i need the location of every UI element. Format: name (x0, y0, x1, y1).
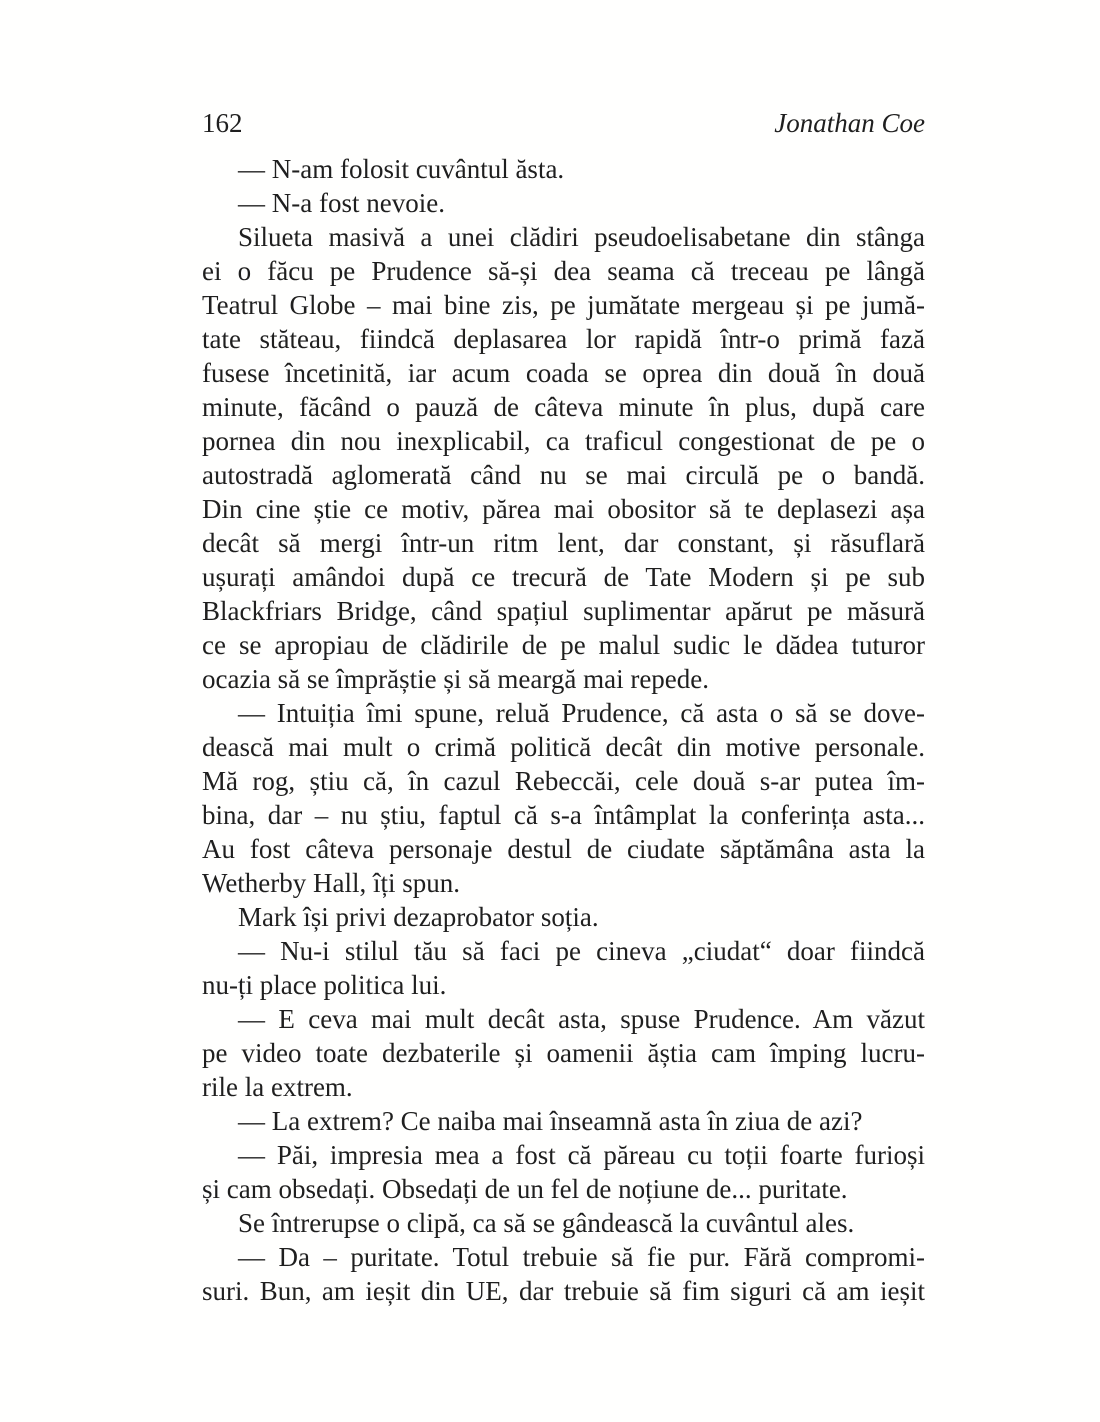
text-line (202, 220, 925, 254)
text-line (202, 356, 925, 390)
text-line (202, 866, 925, 900)
text-line-content: suri. Bun, am ieșit din UE, dar trebuie să fim siguri că am ieșit (202, 1276, 925, 1306)
text-line-content: — Nu-i stilul tău să faci pe cineva „ciudat“ doar fiindcă (238, 936, 925, 966)
text-line-content: Wetherby Hall, îți spun. (202, 868, 461, 898)
text-line-content: tate stăteau, fiindcă deplasarea lor rapidă într-o primă fază (202, 324, 925, 354)
text-line-content: autostradă aglomerată când nu se mai circulă pe o bandă. (202, 460, 925, 490)
text-line (202, 390, 925, 424)
text-line-content: ușurați amândoi după ce trecură de Tate Modern și pe sub (202, 562, 925, 592)
text-line-content: fusese încetinită, iar acum coada se oprea din două în două (202, 358, 925, 388)
text-line-content: și cam obsedați. Obsedați de un fel de noțiune de... puritate. (202, 1174, 848, 1204)
text-line (202, 1104, 925, 1138)
text-line-content: Silueta masivă a unei clădiri pseudoelisabetane din stânga (238, 222, 925, 252)
text-line-content: dească mai mult o crimă politică decât din motive personale. (202, 732, 925, 762)
text-line (202, 424, 925, 458)
text-line (202, 288, 925, 322)
text-line (202, 730, 925, 764)
running-header (202, 106, 925, 140)
text-line-content: — Păi, impresia mea a fost că păreau cu toții foarte furioși (238, 1140, 925, 1170)
text-line-content: rile la extrem. (202, 1072, 353, 1102)
text-line-content: Teatrul Globe – mai bine zis, pe jumătate mergeau și pe jumă- (202, 290, 925, 320)
text-line (202, 1240, 925, 1274)
text-line (202, 594, 925, 628)
running-header-author: Jonathan Coe (774, 108, 925, 138)
text-line-content: Mă rog, știu că, în cazul Rebeccăi, cele două s-ar putea îm- (202, 766, 925, 796)
text-line (202, 900, 925, 934)
text-line (202, 798, 925, 832)
text-line-content: nu-ți place politica lui. (202, 970, 447, 1000)
text-line (202, 1274, 925, 1308)
text-line (202, 968, 925, 1002)
text-line-content: Blackfriars Bridge, când spațiul suplimentar apărut pe măsură (202, 596, 925, 626)
text-line (202, 152, 925, 186)
text-line-content: Se întrerupse o clipă, ca să se gândească la cuvântul ales. (238, 1208, 855, 1238)
text-line-content: ocazia să se împrăștie și să meargă mai repede. (202, 664, 710, 694)
text-line (202, 526, 925, 560)
text-line (202, 832, 925, 866)
text-line (202, 1070, 925, 1104)
text-line (202, 1002, 925, 1036)
text-line-content: ei o făcu pe Prudence să-și dea seama că treceau pe lângă (202, 256, 925, 286)
text-line (202, 628, 925, 662)
text-line (202, 662, 925, 696)
text-line (202, 458, 925, 492)
text-line (202, 1172, 925, 1206)
text-line (202, 696, 925, 730)
text-line (202, 186, 925, 220)
text-line-content: — La extrem? Ce naiba mai înseamnă asta în ziua de azi? (238, 1106, 863, 1136)
text-line (202, 1138, 925, 1172)
text-line (202, 1206, 925, 1240)
text-line-content: bina, dar – nu știu, faptul că s-a întâmplat la conferința asta... (202, 800, 925, 830)
text-line-content: — E ceva mai mult decât asta, spuse Prudence. Am văzut (238, 1004, 925, 1034)
text-line-content: minute, făcând o pauză de câteva minute în plus, după care (202, 392, 925, 422)
text-line-content: pe video toate dezbaterile și oamenii ăștia cam împing lucru- (202, 1038, 925, 1068)
text-line-content: — Intuiția îmi spune, reluă Prudence, că asta o să se dove- (238, 698, 925, 728)
text-line (202, 322, 925, 356)
text-line (202, 934, 925, 968)
page-number: 162 (202, 108, 243, 138)
text-line (202, 764, 925, 798)
text-line-content: pornea din nou inexplicabil, ca traficul congestionat de pe o (202, 426, 925, 456)
text-line-content: — Da – puritate. Totul trebuie să fie pur. Fără compromi- (238, 1242, 925, 1272)
text-line (202, 560, 925, 594)
text-line-content: ce se apropiau de clădirile de pe malul sudic le dădea tuturor (202, 630, 925, 660)
text-line-content: — N-am folosit cuvântul ăsta. (238, 154, 565, 184)
text-line-content: Mark își privi dezaprobator soția. (238, 902, 599, 932)
text-line-content: Din cine știe ce motiv, părea mai obositor să te deplasezi așa (202, 494, 925, 524)
text-line (202, 1036, 925, 1070)
text-line-content: Au fost câteva personaje destul de ciudate săptămâna asta la (202, 834, 925, 864)
text-line (202, 254, 925, 288)
text-line-content: decât să mergi într-un ritm lent, dar constant, și răsuflară (202, 528, 925, 558)
text-line (202, 492, 925, 526)
text-line-content: — N-a fost nevoie. (238, 188, 445, 218)
page-body (202, 152, 925, 1308)
